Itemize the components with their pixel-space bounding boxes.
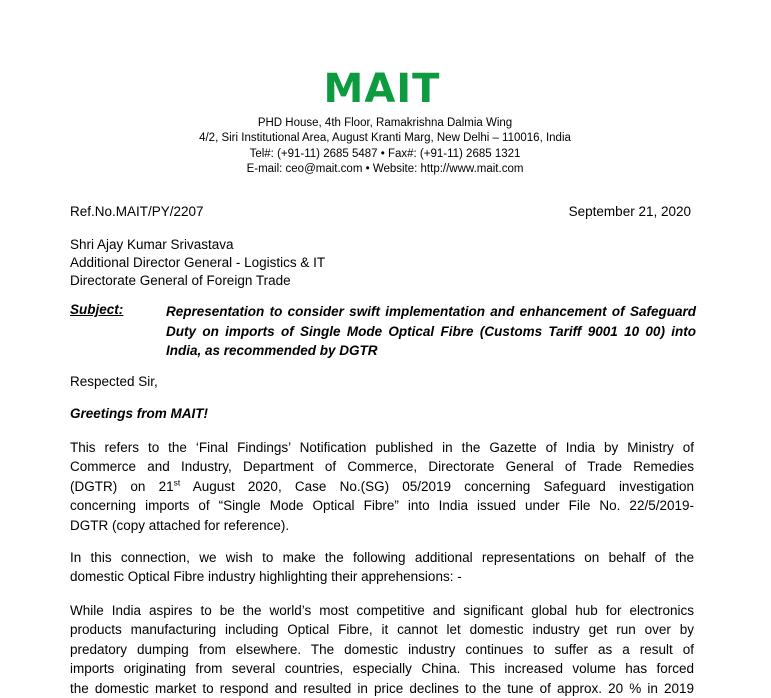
- ordinal-suffix: st: [173, 477, 181, 488]
- paragraph-line: predatory dumping from elsewhere. The domestic industry continues to suffer as a result of: [70, 641, 694, 657]
- paragraph-line: While India aspires to be the world’s most competitive and significant global hub for electronics: [70, 603, 694, 618]
- address-line-3: Tel#: (+91-11) 2685 5487 • Fax#: (+91-11) 2685 1321: [249, 147, 521, 160]
- reference-number: Ref.No.MAIT/PY/2207: [70, 204, 204, 219]
- mait-logo-text: MAIT: [323, 66, 441, 112]
- greeting: Greetings from MAIT!: [70, 406, 209, 421]
- letterhead-address: [160, 116, 610, 177]
- recipient-name: Shri Ajay Kumar Srivastava: [70, 237, 234, 252]
- subject-text: Representation to consider swift implementation and enhancement of Safeguard Duty on imports of Single Mode Optical Fibre (Customs Tariff 9001 10 00) into India, as recommended by DGTR: [166, 304, 696, 358]
- paragraph-line: the domestic market to respond and resulted in price declines to the tune of approx. 20 % in 2019: [70, 680, 694, 696]
- paragraph-line: DGTR (copy attached for reference).: [70, 517, 290, 533]
- letter-date: September 21, 2020: [568, 204, 691, 219]
- address-line-4: E-mail: ceo@mait.com • Website: http://www.mait.com: [246, 162, 524, 175]
- paragraph-line: products manufacturing including Optical Fibre, it cannot let domestic industry get run over by: [70, 622, 694, 638]
- paragraph-india-aspires: [70, 601, 694, 698]
- subject-label: Subject:: [70, 302, 124, 317]
- date-day: (DGTR) on 21: [70, 478, 174, 494]
- paragraph-final-findings: [70, 438, 694, 535]
- paragraph-line: imports originating from several countries, especially China. This increased volume has forced: [70, 661, 694, 677]
- paragraph-line: concerning imports of “Single Mode Optical Fibre” into India issued under File No. 22/5/2019-: [70, 498, 694, 514]
- paragraph-representations: [70, 548, 694, 587]
- paragraph-line: Commerce and Industry, Department of Commerce, Directorate General of Trade Remedies: [70, 459, 694, 475]
- address-line-1: PHD House, 4th Floor, Ramakrishna Dalmia Wing: [257, 117, 513, 129]
- recipient-office: Directorate General of Foreign Trade: [70, 273, 291, 288]
- paragraph-line: domestic Optical Fibre industry highlighting their apprehensions: -: [70, 569, 462, 585]
- recipient-block: [70, 236, 325, 290]
- address-line-2: 4/2, Siri Institutional Area, August Kranti Marg, New Delhi – 110016, India: [199, 132, 571, 145]
- salutation: Respected Sir,: [70, 374, 158, 389]
- paragraph-line: This refers to the ‘Final Findings’ Notification published in the Gazette of India by Ministry of: [70, 440, 694, 455]
- recipient-designation: Additional Director General - Logistics & IT: [70, 255, 326, 270]
- paragraph-line: [70, 477, 694, 496]
- paragraph-line: In this connection, we wish to make the following additional representations on behalf of the: [70, 550, 694, 565]
- mait-logo: [323, 64, 441, 112]
- date-rest: August 2020, Case No.(SG) 05/2019 concerning Safeguard investigation: [180, 478, 694, 494]
